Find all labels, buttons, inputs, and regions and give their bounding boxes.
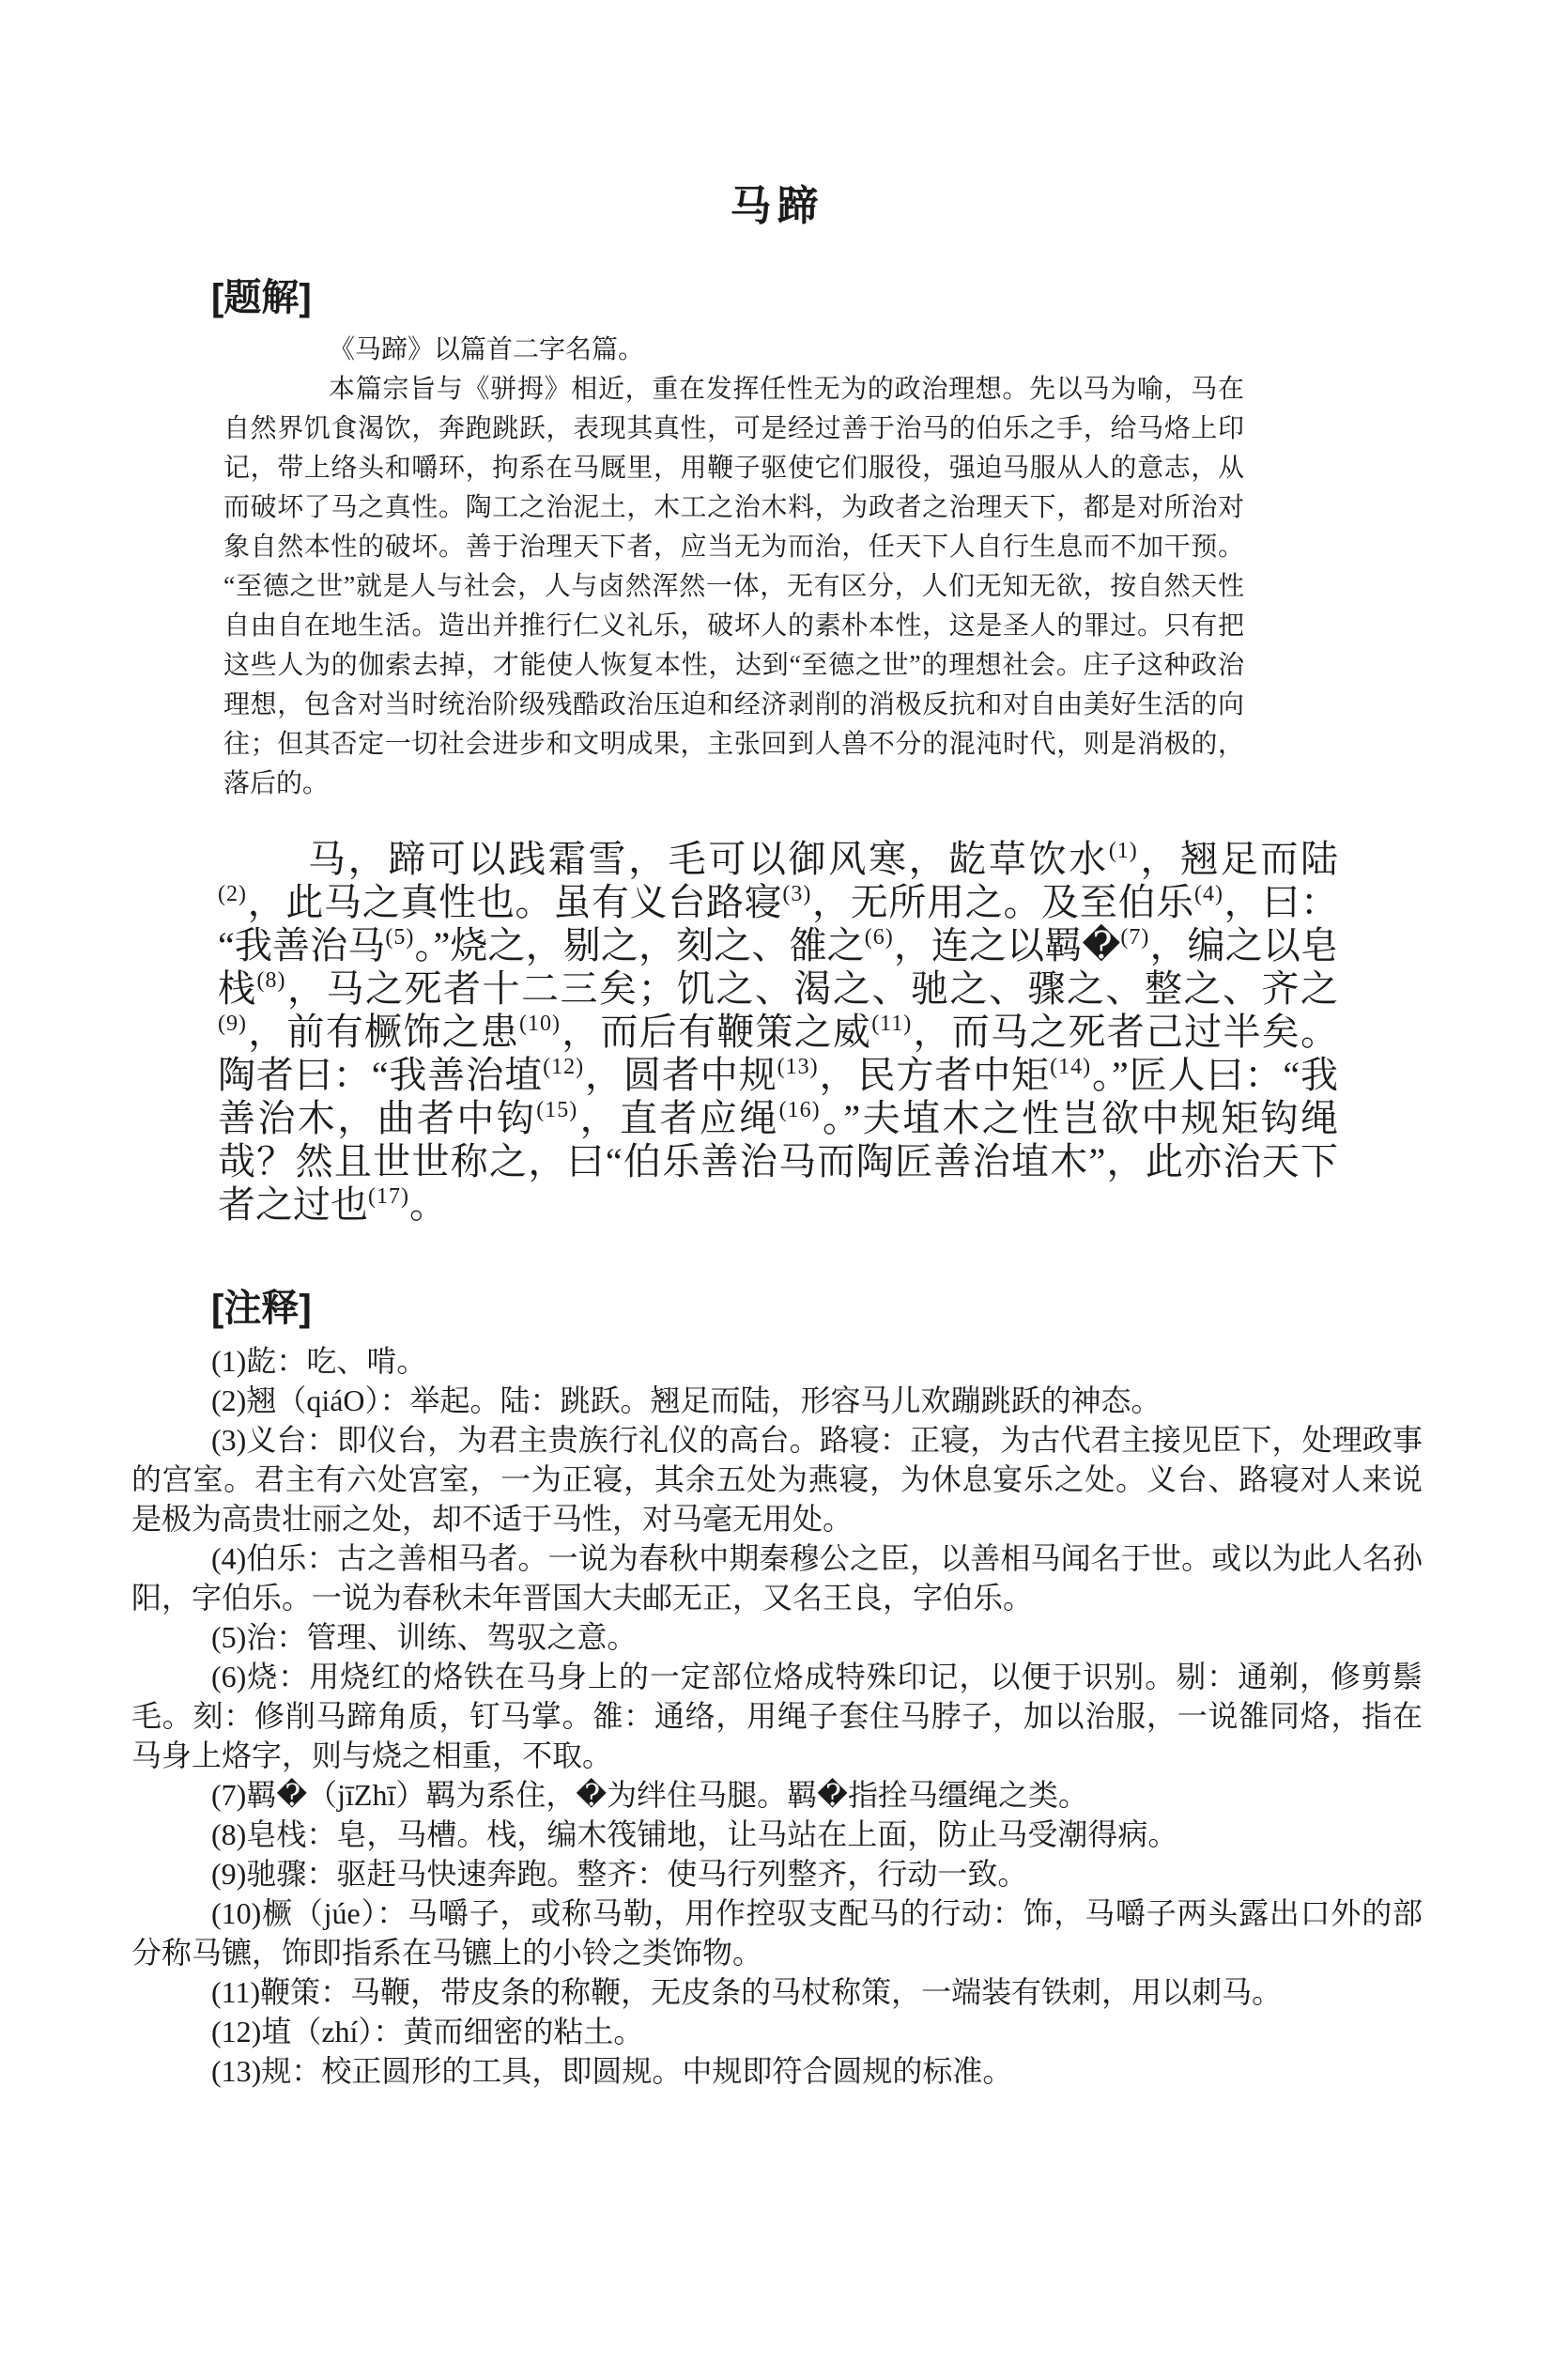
note-ref: (3) [782,882,812,907]
note-ref: (10) [518,1012,561,1037]
note-ref: (2) [218,882,247,907]
note-ref: (8) [256,968,286,994]
note-ref: (11) [871,1012,913,1037]
note-item: (5)治：管理、训练、驾驭之意。 [211,1620,638,1654]
main-text-segment: ，直者应绳 [577,1097,779,1139]
note-item: (8)皂栈：皂，马槽。栈，编木筏铺地，让马站在上面，防止马受潮得病。 [211,1817,1178,1851]
note-ref: (15) [536,1098,578,1123]
tijie-section-heading: [题解] [211,277,312,318]
main-text-segment: 马，蹄可以践霜雪，毛可以御风寒，龁草饮水 [308,838,1109,880]
notes-list [131,1341,1423,2091]
main-text-segment: 。”匠人曰：“我善治木，曲者中钩 [218,1054,1339,1139]
note-item: (7)羁�（jīZhī）羁为系住，�为绊住马腿。羁�指拴马缰绳之类。 [211,1778,1088,1812]
note-ref: (14) [1050,1055,1092,1080]
note-item: (12)埴（zhí）：黄而细密的粘土。 [211,2015,644,2048]
note-item: (3)义台：即仪台，为君主贵族行礼仪的高台。路寝：正寝，为古代君主接见臣下，处理政事的宫室。君主有六处宫室，一为正寝，其余五处为燕寝，为休息宴乐之处。义台、路寝对人来说是极为高贵壮丽之处，却不适于马性，对马毫无用处。 [131,1423,1423,1536]
main-text-segment: 。 [408,1183,447,1226]
note-item: (6)烧：用烧红的烙铁在马身上的一定部位烙成特殊印记，以便于识别。剔：通剃，修剪鬃毛。刻：修削马蹄角质，钉马掌。雒：通络，用绳子套住马脖子，加以治服，一说雒同烙，指在马身上烙字，则与烧之相重，不取。 [131,1660,1423,1772]
main-text-segment: ，编之以皂栈 [218,924,1338,1010]
tijie-paragraph-1: 《马蹄》以篇首二字名篇。 [329,335,645,364]
document-page [0,184,1554,2380]
tijie-paragraph-2: 本篇宗旨与《骈拇》相近，重在发挥任性无为的政治理想。先以马为喻，马在自然界饥食渴饮，奔跑跳跃，表现其真性，可是经过善于治马的伯乐之手，给马烙上印记，带上络头和嚼环，拘系在马厩里，用鞭子驱使它们服役，强迫马服从人的意志，从而破坏了马之真性。陶工之治泥土，木工之治木料，为政者之治理天下，都是对所治对象自然本性的破坏。善于治理天下者，应当无为而治，任天下人自行生息而不加干预。“至德之世”就是人与社会，人与卤然浑然一体，无有区分，人们无知无欲，按自然天性自由自在地生活。造出并推行仁义礼乐，破坏人的素朴本性，这是圣人的罪过。只有把这些人为的伽索去掉，才能使人恢复本性，达到“至德之世”的理想社会。庄子这种政治理想，包含对当时统治阶级残酷政治压迫和经济剥削的消极反抗和对自由美好生活的向往；但其否定一切社会进步和文明成果，主张回到人兽不分的混沌时代，则是消极的，落后的。 [223,375,1244,798]
note-item: (9)驰骤：驱赶马快速奔跑。整齐：使马行列整齐，行动一致。 [211,1857,1028,1891]
main-text-segment: ，圆者中规 [584,1054,777,1096]
main-text-segment: ，连之以羁� [893,924,1121,966]
note-ref: (6) [864,925,894,950]
note-item: (13)规：校正圆形的工具，即圆规。中规即符合圆规的标准。 [211,2054,1013,2088]
note-item: (11)鞭策：马鞭，带皮条的称鞭，无皮条的马杖称策，一端装有铁刺，用以刺马。 [211,1975,1283,2009]
page-title: 马蹄 [730,183,824,229]
main-text-segment: ，而马之死者己过半矣。陶者曰：“我善治埴 [218,1011,1339,1096]
note-ref: (12) [543,1055,585,1080]
main-text-segment: ，民方者中矩 [818,1054,1051,1096]
main-text [218,838,1338,1227]
main-text-segment: ，翘足而陆 [1137,838,1338,880]
main-text-segment: ，前有橛饰之患 [246,1011,519,1053]
note-ref: (1) [1108,839,1138,864]
main-text-segment: ，马之死者十二三矣；饥之、渴之、驰之、骤之、整之、齐之 [285,967,1339,1010]
main-text-segment: 。”夫埴木之性岂欲中规矩钩绳哉？然且世世称之，曰“伯乐善治马而陶匠善治埴木”，此亦治天下者之过也 [218,1097,1338,1226]
note-ref: (16) [778,1098,821,1123]
note-item: (2)翘（qiáO）：举起。陆：跳跃。翘足而陆，形容马儿欢蹦跳跃的神态。 [211,1383,1162,1417]
main-text-segment: ，无所用之。及至伯乐 [811,881,1194,923]
main-text-segment: 。”烧之，剔之，刻之、雒之 [414,924,865,966]
note-ref: (9) [218,1012,247,1037]
note-item: (4)伯乐：古之善相马者。一说为春秋中期秦穆公之臣，以善相马闻名于世。或以为此人名孙阳，字伯乐。一说为春秋未年晋国大夫邮无正，又名王良，字伯乐。 [131,1541,1423,1615]
note-ref: (5) [385,925,415,950]
note-ref: (4) [1193,882,1223,907]
main-text-segment: ，曰：“我善治马 [218,881,1339,966]
main-text-segment: ，此马之真性也。虽有义台路寝 [246,881,783,923]
note-item: (1)龁：吃、啃。 [211,1344,427,1378]
note-ref: (7) [1120,925,1150,950]
main-text-segment: ，而后有鞭策之威 [560,1011,872,1053]
note-ref: (13) [777,1055,819,1080]
note-ref: (17) [368,1184,409,1210]
zhushi-section-heading: [注释] [211,1288,312,1329]
note-item: (10)橛（júe）：马嚼子，或称马勒，用作控驭支配马的行动：饰，马嚼子两头露出口外的部分称马镳，饰即指系在马镳上的小铃之类饰物。 [131,1896,1423,1970]
